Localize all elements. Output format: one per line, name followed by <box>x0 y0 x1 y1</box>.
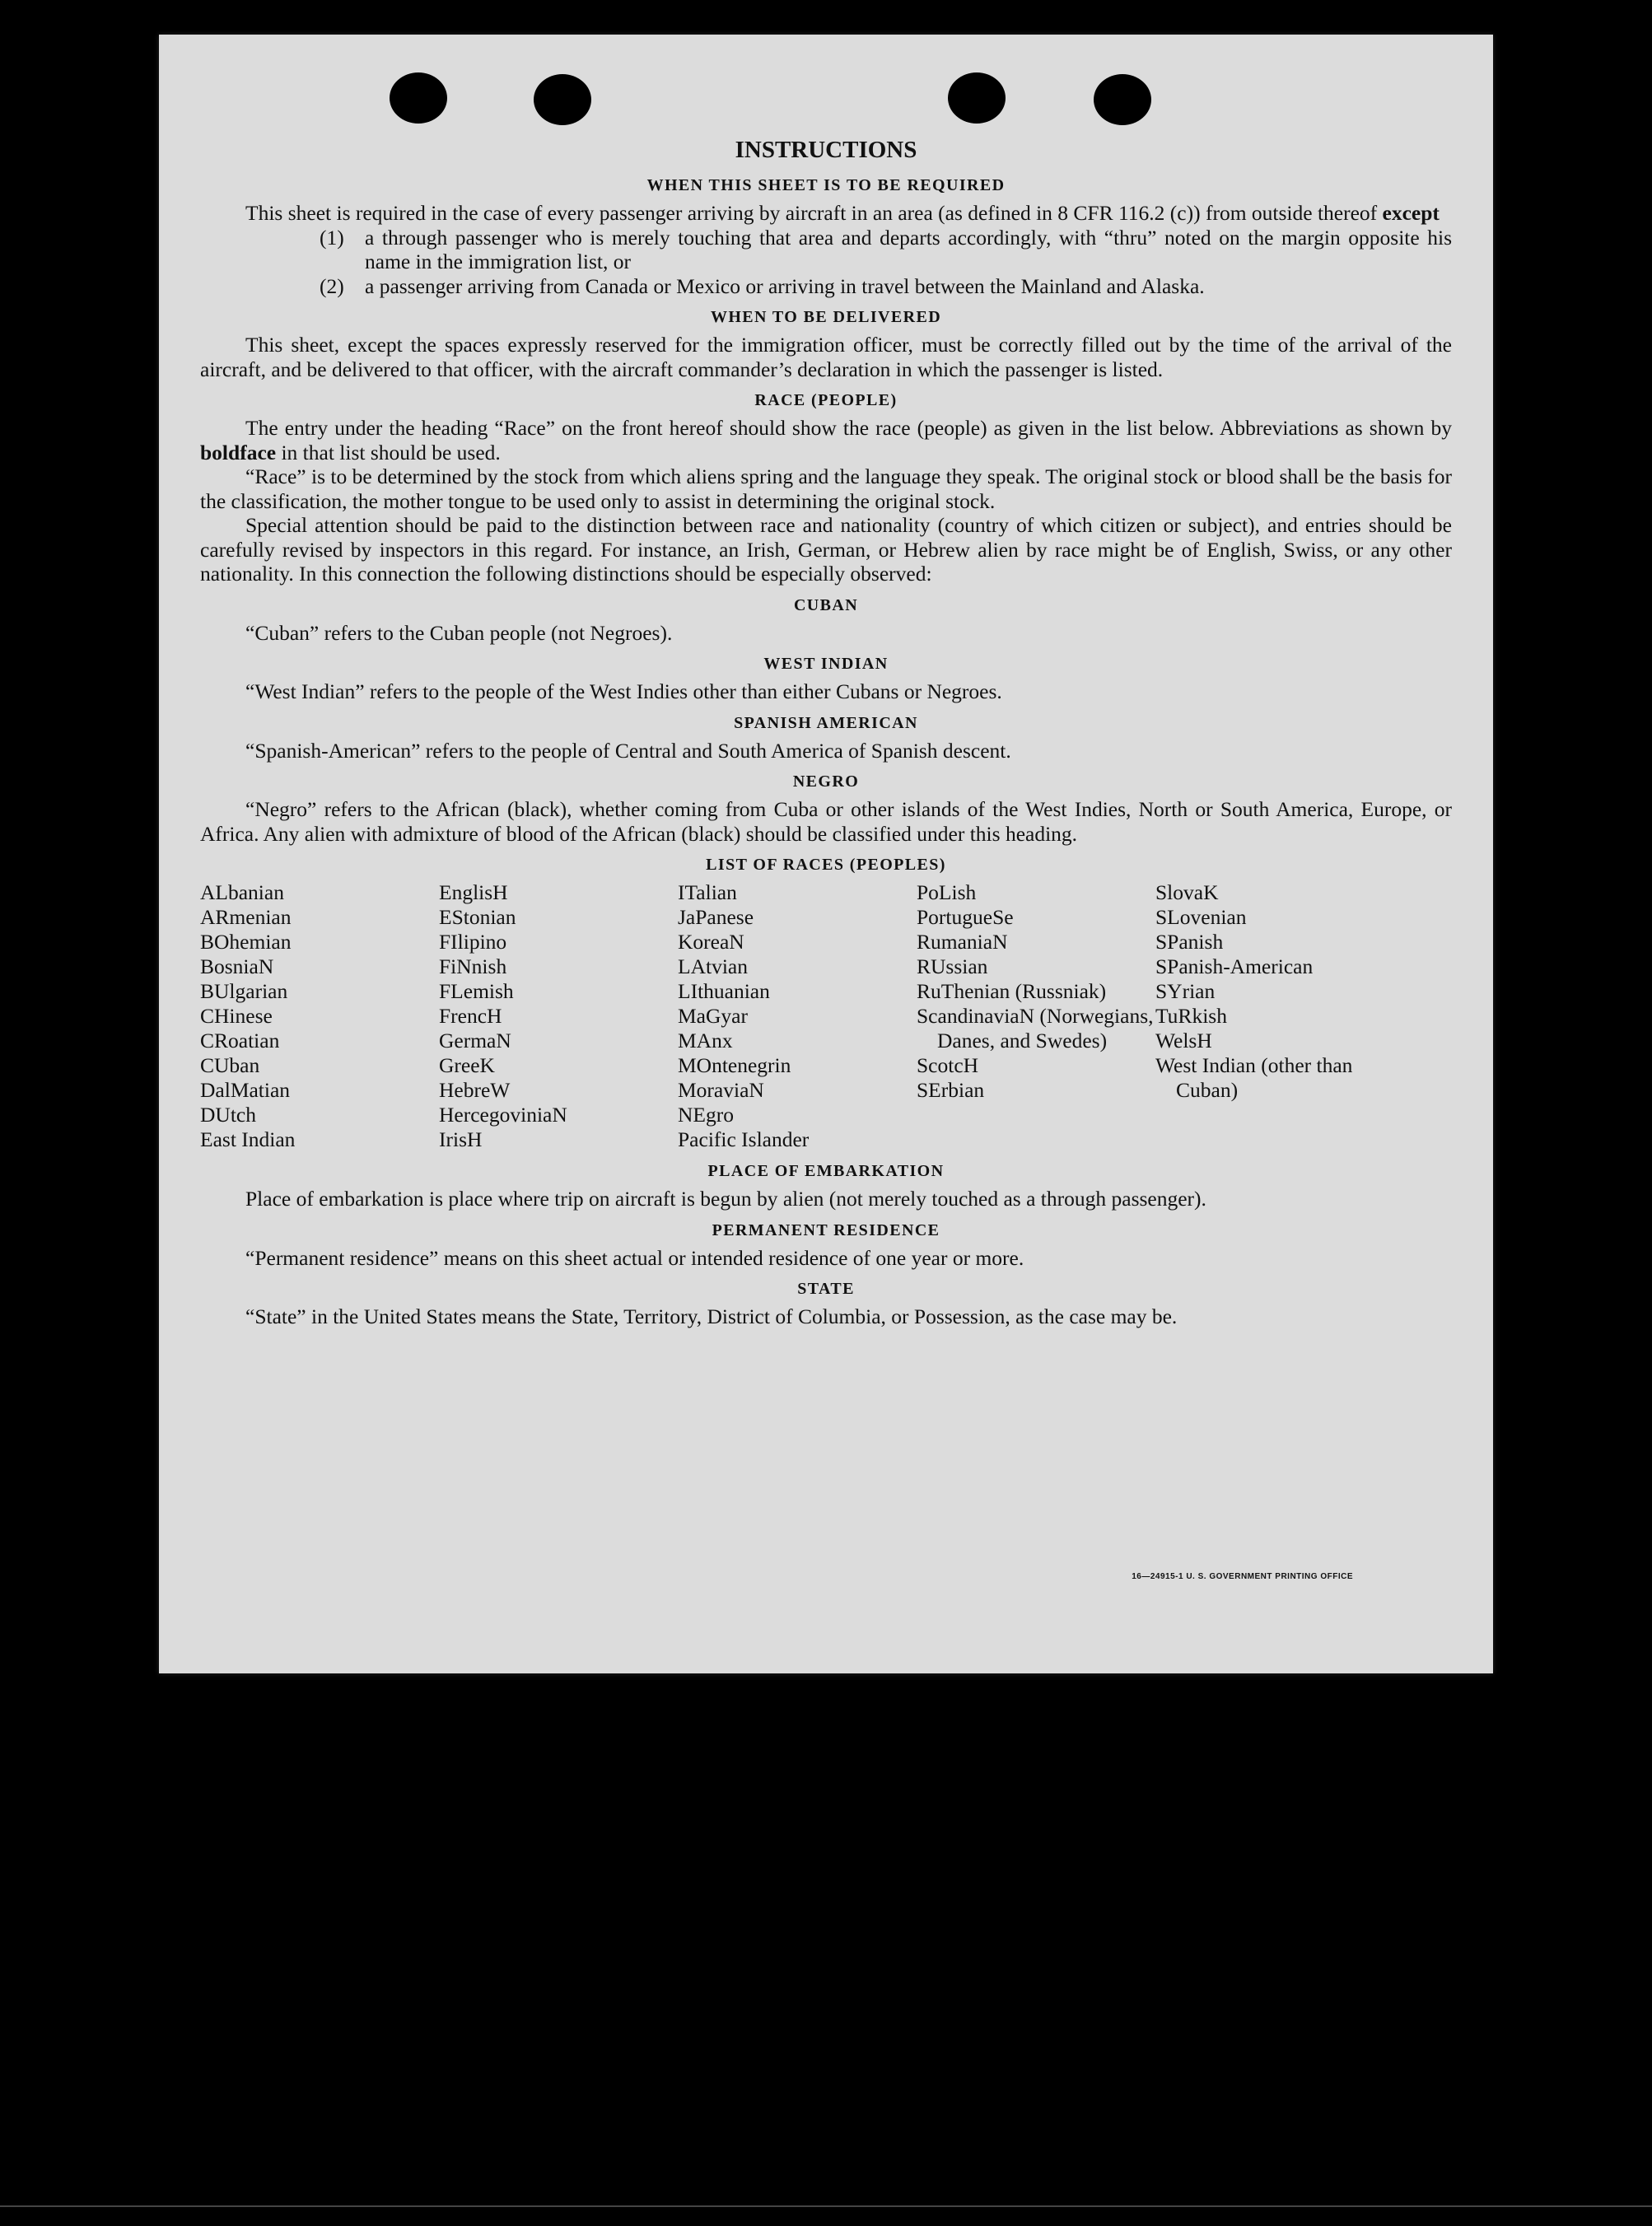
race-entry: NEgro <box>678 1103 734 1127</box>
race-paragraph-1: The entry under the heading “Race” on the front hereof should show the race (people) as given in the list below. Abbreviations as shown by boldface in that list should be used. <box>200 416 1452 464</box>
race-entry: RumaniaN <box>917 930 1008 954</box>
race-entry: SErbian <box>917 1078 985 1102</box>
race-entry: KoreaN <box>678 930 744 954</box>
race-entry: SPanish-American <box>1155 954 1314 978</box>
race-entry: GreeK <box>439 1053 495 1077</box>
race-entry: ARmenian <box>200 905 292 929</box>
section-heading-embarkation: PLACE OF EMBARKATION <box>707 1162 945 1180</box>
race-entry: ITalian <box>678 880 737 904</box>
race-entry: PortugueSe <box>917 905 1014 929</box>
race-entry: CUban <box>200 1053 260 1077</box>
punch-hole <box>1094 74 1151 125</box>
race-entry: LAtvian <box>678 954 748 978</box>
race-entry: ALbanian <box>200 880 284 904</box>
race-entry: MOntenegrin <box>678 1053 791 1077</box>
section-heading-cuban: CUBAN <box>793 595 859 614</box>
scan-edge-line <box>0 2205 1652 2207</box>
race-entry: BUlgarian <box>200 979 288 1003</box>
race-entry: GermaN <box>439 1029 511 1052</box>
page-title: INSTRUCTIONS <box>735 137 917 163</box>
race-entry: SYrian <box>1155 979 1216 1003</box>
races-column <box>200 880 439 1152</box>
section-heading-delivered: WHEN TO BE DELIVERED <box>710 308 942 326</box>
race-entry: JaPanese <box>678 905 754 929</box>
section-heading-race: RACE (PEOPLE) <box>754 391 898 409</box>
race-entry: SPanish <box>1155 930 1224 954</box>
races-column <box>439 880 678 1152</box>
race-entry: HercegoviniaN <box>439 1103 567 1127</box>
race-entry: WelsH <box>1155 1029 1212 1052</box>
race-entry: BosniaN <box>200 954 274 978</box>
race-entry: FiNnish <box>439 954 507 978</box>
west-indian-text: “West Indian” refers to the people of the West Indies other than either Cubans or Negroes. <box>245 679 1002 703</box>
residence-text: “Permanent residence” means on this sheet actual or intended residence of one year or more. <box>245 1245 1024 1270</box>
cuban-text: “Cuban” refers to the Cuban people (not Negroes). <box>245 620 673 645</box>
race-entry: SlovaK <box>1155 880 1219 904</box>
race-entry: FLemish <box>439 979 514 1003</box>
race-entry: FIlipino <box>439 930 507 954</box>
section-heading-negro: NEGRO <box>792 772 860 791</box>
section-heading-required: WHEN THIS SHEET IS TO BE REQUIRED <box>646 176 1006 194</box>
race-entry: HebreW <box>439 1078 511 1102</box>
race-entry: ScotcH <box>917 1053 979 1077</box>
instructions-content <box>200 133 1452 1329</box>
race-entry: TuRkish <box>1155 1004 1227 1028</box>
race-entry: CRoatian <box>200 1029 280 1052</box>
race-paragraph-3: Special attention should be paid to the distinction between race and nationality (country of which citizen or subject), and entries should be carefully revised by inspectors in this regard. For instance, an Irish, German, or Hebrew alien by race might be of English, Swiss, or any other nationality. In this connection the following distinctions should be especially observed: <box>200 513 1452 586</box>
races-column <box>917 880 1155 1152</box>
punch-hole <box>948 72 1006 124</box>
races-list <box>200 880 1452 1152</box>
required-item-2: (2) a passenger arriving from Canada or Mexico or arriving in travel between the Mainland and Alaska. <box>320 273 1205 298</box>
section-heading-spanish-american: SPANISH AMERICAN <box>734 713 918 732</box>
spanish-american-text: “Spanish-American” refers to the people of Central and South America of Spanish descent. <box>245 738 1011 763</box>
section-heading-west-indian: WEST INDIAN <box>763 655 889 673</box>
section-heading-list-of-races: LIST OF RACES (PEOPLES) <box>706 856 946 874</box>
race-entry: Pacific Islander <box>678 1127 810 1151</box>
race-entry: West Indian (other than Cuban) <box>1155 1053 1353 1102</box>
state-text: “State” in the United States means the State, Territory, District of Columbia, or Possession, as the case may be. <box>245 1304 1178 1328</box>
race-entry: MAnx <box>678 1029 733 1052</box>
race-entry: SLovenian <box>1155 905 1247 929</box>
races-column <box>678 880 917 1152</box>
race-entry: RUssian <box>917 954 988 978</box>
race-entry: East Indian <box>200 1127 296 1151</box>
required-item-1: (1) a through passenger who is merely touching that area and departs accordingly, with “thru” noted on the margin opposite his name in the immigration list, or <box>320 225 1452 273</box>
race-entry: LIthuanian <box>678 979 770 1003</box>
race-entry: FrencH <box>439 1004 502 1028</box>
race-paragraph-2: “Race” is to be determined by the stock from which aliens spring and the language they speak. The original stock or blood shall be the basis for the classification, the mother tongue to be used only to assist in determining the original stock. <box>200 464 1452 513</box>
race-entry: IrisH <box>439 1127 483 1151</box>
race-entry: RuThenian (Russniak) <box>917 979 1107 1003</box>
race-entry: MoraviaN <box>678 1078 764 1102</box>
races-column <box>1155 880 1370 1152</box>
required-intro: This sheet is required in the case of every passenger arriving by aircraft in an area (as defined in 8 CFR 116.2 (c)) from outside thereof except <box>245 201 1440 225</box>
punch-hole <box>390 72 447 124</box>
section-heading-residence: PERMANENT RESIDENCE <box>712 1220 940 1239</box>
race-entry: PoLish <box>917 880 977 904</box>
embarkation-text: Place of embarkation is place where trip on aircraft is begun by alien (not merely touched as a through passenger). <box>245 1187 1206 1211</box>
section-heading-state: STATE <box>797 1280 855 1298</box>
race-entry: CHinese <box>200 1004 273 1028</box>
negro-text: “Negro” refers to the African (black), whether coming from Cuba or other islands of the West Indies, North or South America, Europe, or Africa. Any alien with admixture of blood of the African (black) should be classified under this heading. <box>200 797 1452 846</box>
document-sheet <box>159 35 1493 1673</box>
race-entry: ScandinaviaN (Norwegians, Danes, and Swedes) <box>917 1004 1154 1052</box>
race-entry: EnglisH <box>439 880 508 904</box>
race-entry: MaGyar <box>678 1004 748 1028</box>
delivered-text: This sheet, except the spaces expressly reserved for the immigration officer, must be correctly filled out by the time of the arrival of the aircraft, and be delivered to that officer, with the aircraft commander’s declaration in which the passenger is listed. <box>200 333 1452 381</box>
race-entry: EStonian <box>439 905 516 929</box>
race-entry: BOhemian <box>200 930 292 954</box>
race-entry: DalMatian <box>200 1078 291 1102</box>
punch-hole <box>534 74 591 125</box>
race-entry: DUtch <box>200 1103 256 1127</box>
printing-office-footer: 16—24915-1 U. S. GOVERNMENT PRINTING OFFICE <box>1132 1572 1353 1581</box>
